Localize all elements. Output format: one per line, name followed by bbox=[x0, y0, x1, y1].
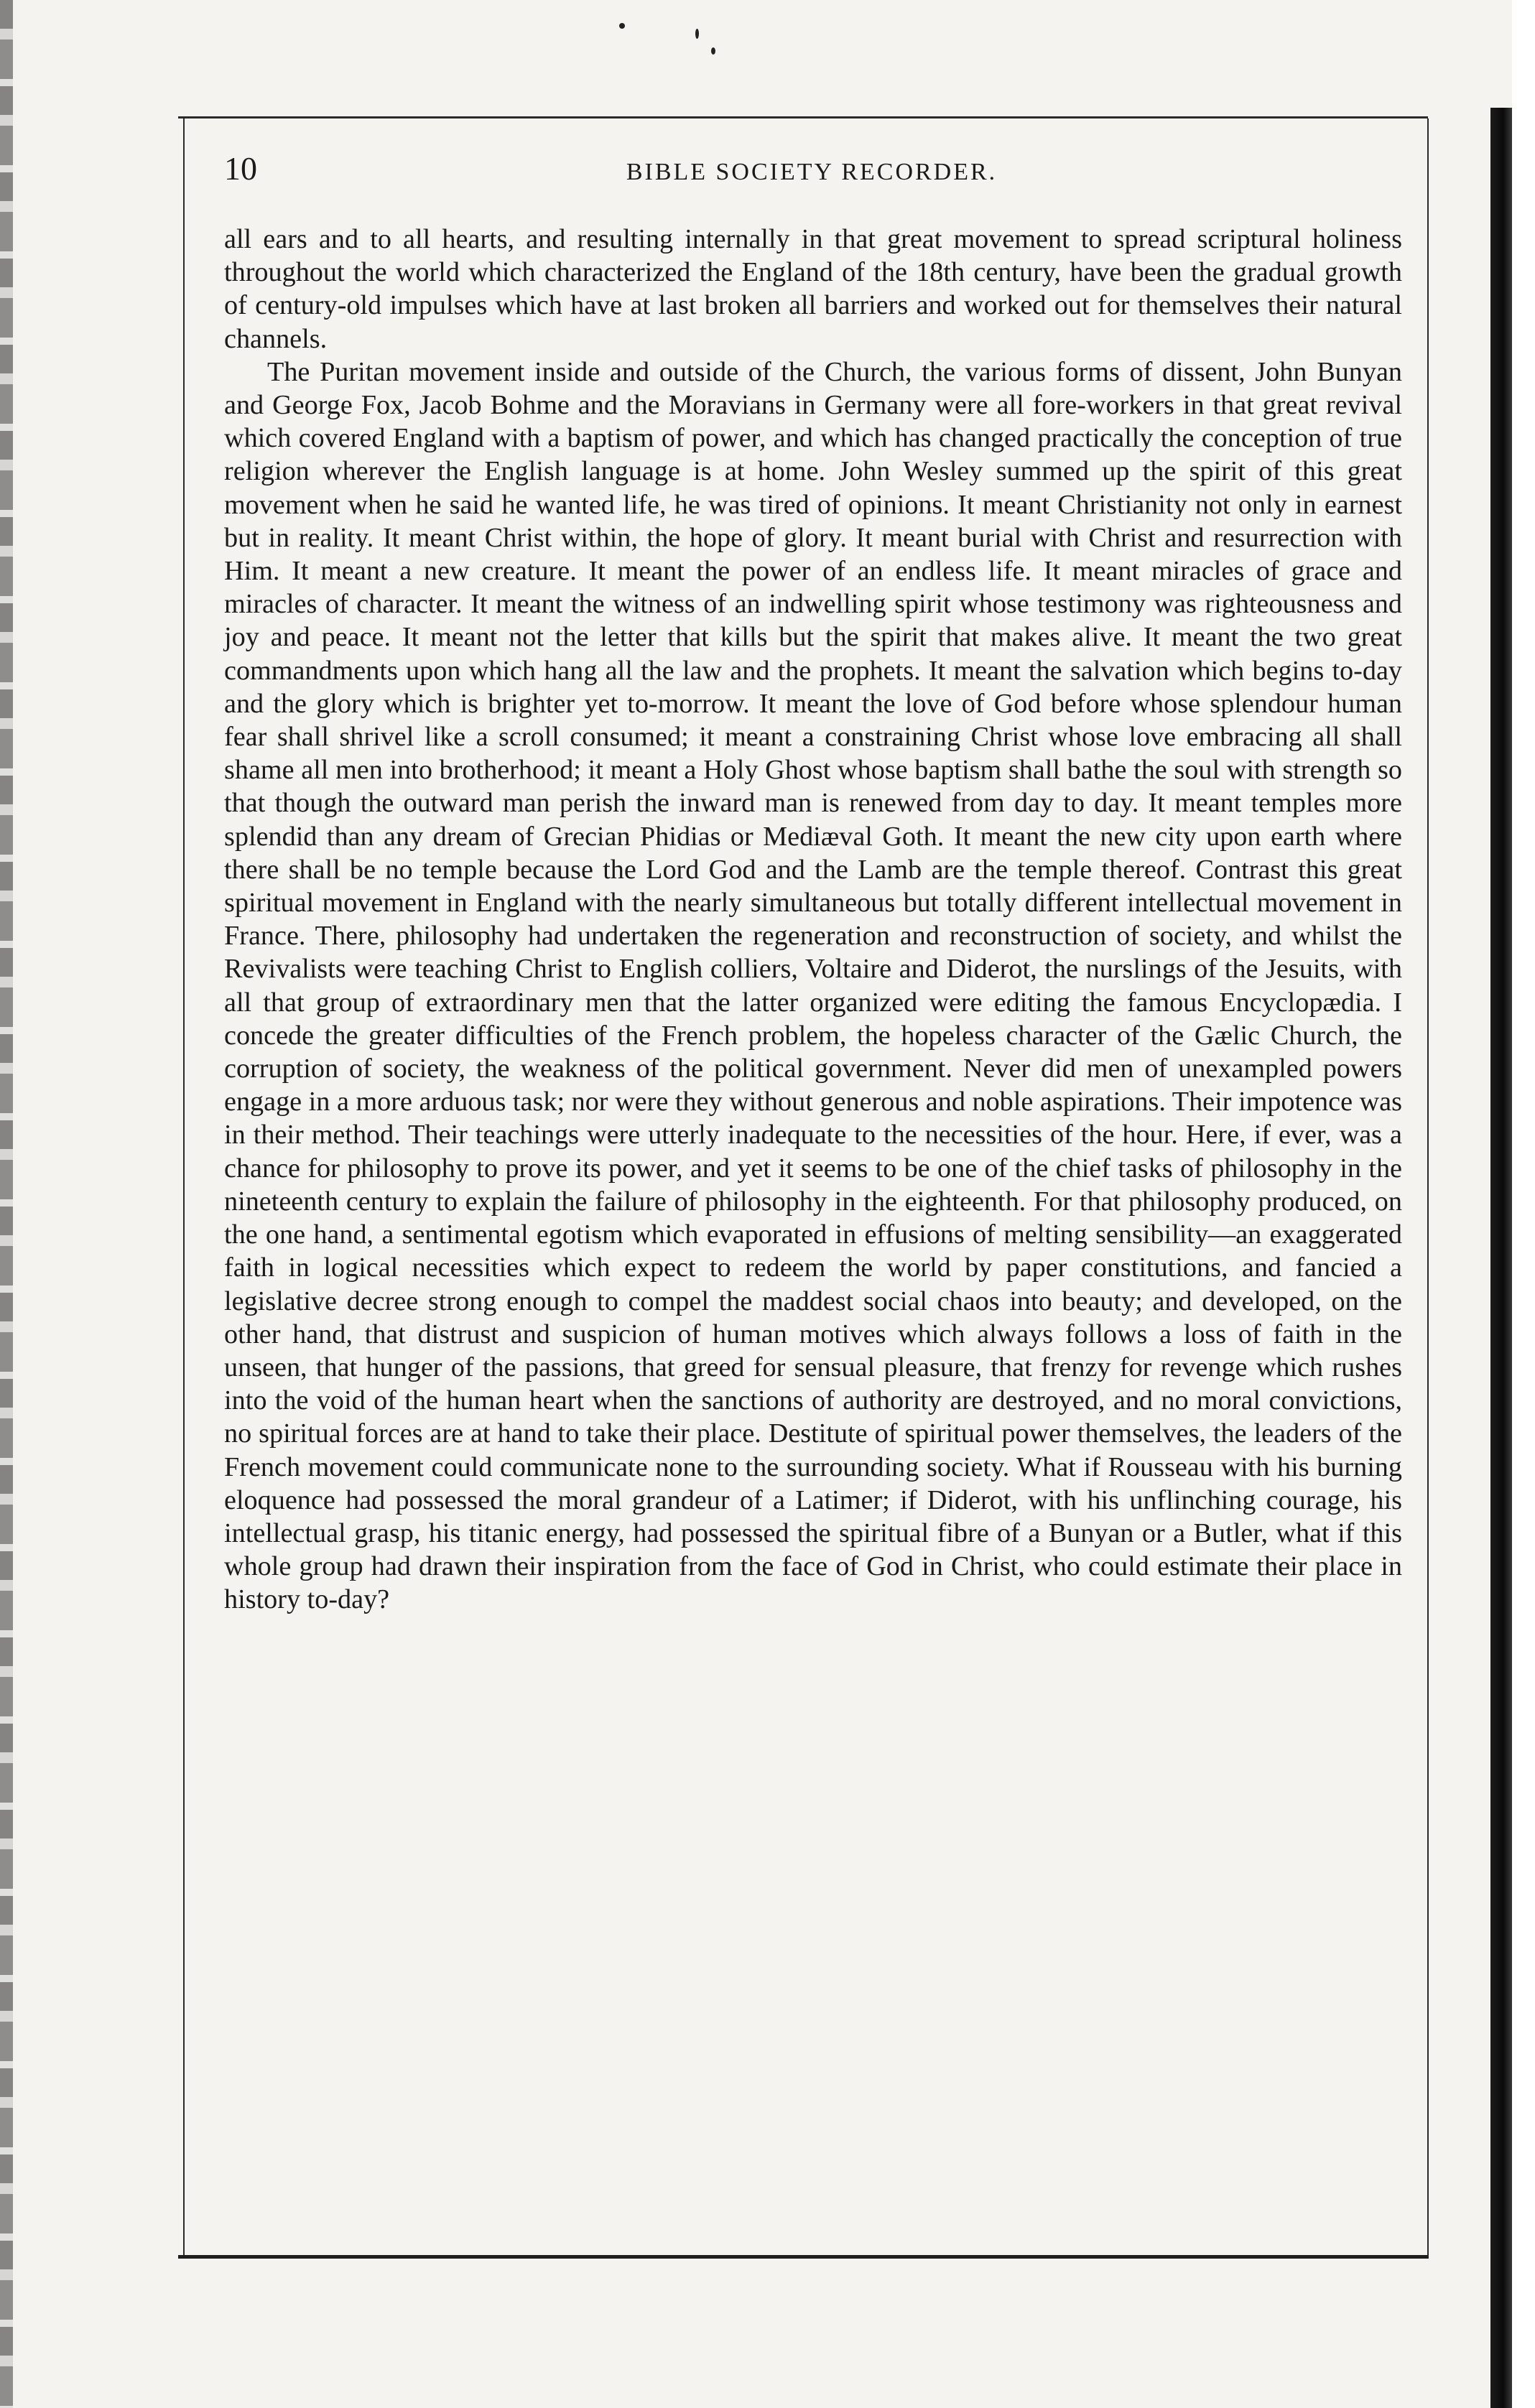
page-header bbox=[215, 147, 1408, 205]
page-number: 10 bbox=[224, 150, 257, 187]
scan-speck bbox=[619, 23, 625, 29]
running-title: BIBLE SOCIETY RECORDER. bbox=[626, 159, 998, 185]
scan-left-edge bbox=[0, 0, 13, 2408]
paragraph: The Puritan movement inside and outside of the Church, the various forms of dissent, John Bunyan and George Fox, Jacob Bohme and the Moravians in Germany were all fore-workers in that great revival which covered England with a baptism of power, and which has changed practically the conception of true religion wherever the English language is at home. John Wesley summed up the spirit of this great movement when he said he wanted life, he was tired of opinions. It meant Christianity not only in earnest but in reality. It meant Christ within, the hope of glory. It meant burial with Christ and resurrection with Him. It meant a new creature. It meant the power of an endless life. It meant miracles of grace and miracles of character. It meant the witness of an indwelling spirit whose testimony was righteousness and joy and peace. It meant not the letter that kills but the spirit that makes alive. It meant the two great commandments upon which hang all the law and the prophets. It meant the salvation which begins to-day and the glory which is brighter yet to-morrow. It meant the love of God before whose splendour human fear shall shrivel like a scroll consumed; it meant a constraining Christ whose love embracing all shall shame all men into brotherhood; it meant a Holy Ghost whose baptism shall bathe the soul with strength so that though the outward man perish the inward man is renewed from day to day. It meant temples more splendid than any dream of Grecian Phidias or Mediæval Goth. It meant the new city upon earth where there shall be no temple because the Lord God and the Lamb are the temple thereof. Contrast this great spiritual movement in England with the nearly simultaneous but totally different intellectual movement in France. There, philosophy had undertaken the regeneration and reconstruction of society, and whilst the Revivalists were teaching Christ to English colliers, Voltaire and Diderot, the nurslings of the Jesuits, with all that group of extraordinary men that the latter organized were editing the famous Encyclopædia. I concede the greater difficulties of the French problem, the hopeless character of the Gælic Church, the corruption of society, the weakness of the political government. Never did men of unexampled powers engage in a more arduous task; nor were they without generous and noble aspirations. Their impotence was in their method. Their teachings were utterly inadequate to the necessities of the hour. Here, if ever, was a chance for philosophy to prove its power, and yet it seems to be one of the chief tasks of philosophy in the nineteenth century to explain the failure of philosophy in the eighteenth. For that philosophy produced, on the one hand, a sentimental egotism which evaporated in effusions of melting sensibility—an exaggerated faith in logical necessities which expect to redeem the world by paper constitutions, and fancied a legislative decree strong enough to compel the maddest social chaos into beauty; and developed, on the other hand, that distrust and suspicion of human motives which always follows a loss of faith in the unseen, that hunger of the passions, that greed for sensual pleasure, that frenzy for revenge which rushes into the void of the human heart when the sanctions of authority are destroyed, and no moral convictions, no spiritual forces are at hand to take their place. Destitute of spiritual power themselves, the leaders of the French movement could communicate none to the surrounding society. What if Rousseau with his burning eloquence had possessed the moral grandeur of a Latimer; if Diderot, with his unflinching courage, his intellectual grasp, his titanic energy, had possessed the spiritual fibre of a Bunyan or a Butler, what if this whole group had drawn their inspiration from the face of God in Christ, who could estimate their place in history to-day? bbox=[224, 356, 1402, 1615]
frame-bottom-rule bbox=[178, 2255, 1428, 2259]
scan-margin bbox=[1512, 0, 1535, 2408]
scan-specks bbox=[0, 0, 1535, 101]
scan-binding-shadow bbox=[1490, 108, 1512, 2408]
scan-speck bbox=[711, 47, 715, 55]
scan-speck bbox=[695, 29, 699, 39]
article-body bbox=[224, 223, 1402, 1617]
paragraph: all ears and to all hearts, and resulting internally in that great movement to spread scriptural holiness throughout the world which characterized the England of the 18th century, have been the gradual growth of century-old impulses which have at last broken all barriers and worked out for themselves their natural channels. bbox=[224, 224, 1402, 354]
